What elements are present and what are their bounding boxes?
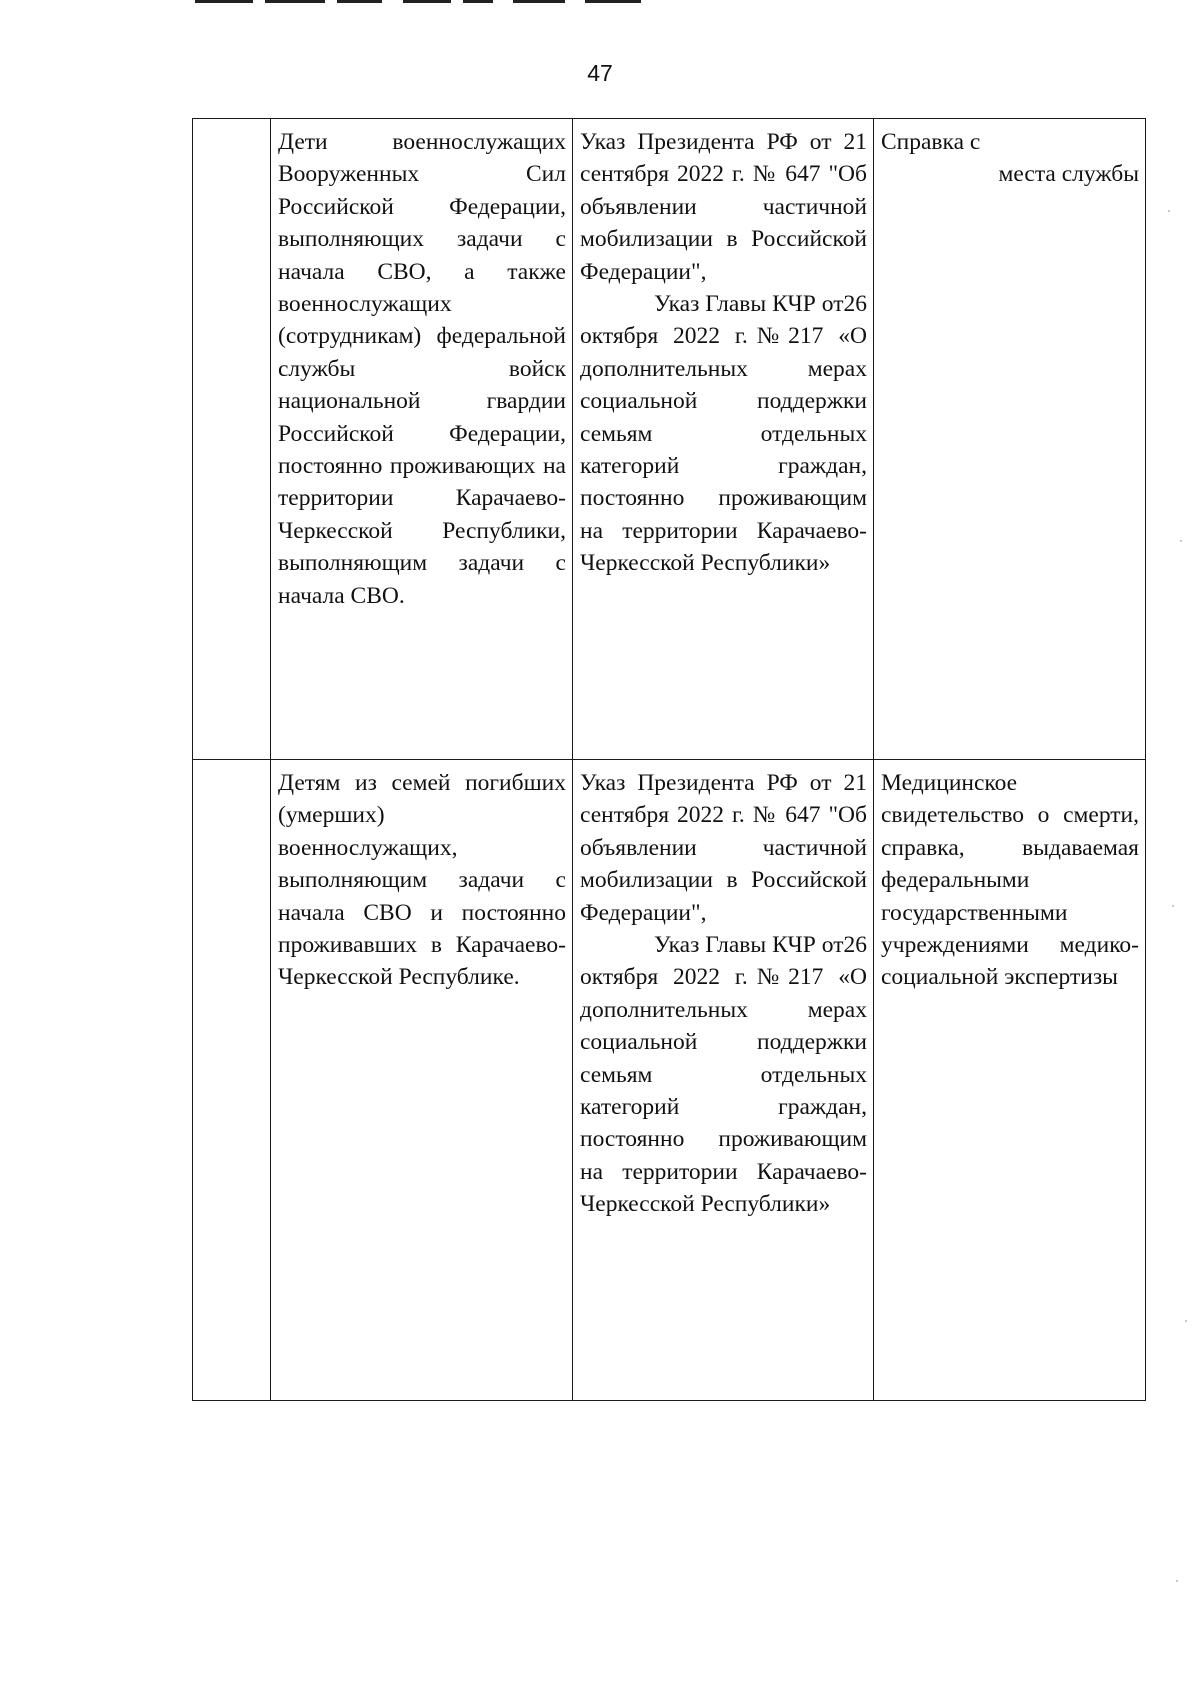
table-row	[193, 119, 1146, 760]
table-row	[193, 760, 1146, 1401]
document-text-line2: места службы	[998, 161, 1139, 188]
scan-speck	[1172, 905, 1174, 907]
category-cell	[271, 119, 573, 760]
document-cell	[874, 119, 1146, 760]
scan-speck	[1176, 1580, 1178, 1582]
row-number-cell	[193, 119, 271, 760]
legal-basis-cell	[573, 119, 874, 760]
document-text-line1: Справка с	[881, 129, 981, 155]
category-text: Дети военнослужащих Вооруженных Сил Российской Федерации, выполняющих задачи с начала СВО, а также военнослужащих (сотрудникам) федеральной службы войск национальной гвардии Российской Федерации, постоянно проживающих на территории Карачаево-Черкесской Республики, выполняющим задачи с начала СВО.	[278, 129, 566, 609]
category-text: Детям из семей погибших (умерших) военнослужащих, выполняющим задачи с начала СВО и постоянно проживавших в Карачаево-Черкесской Республике.	[278, 770, 566, 991]
category-cell	[271, 760, 573, 1401]
page-number: 47	[587, 60, 613, 86]
benefits-table	[192, 118, 1146, 1401]
legal-basis-decree-head: Указ Главы КЧР от26 октября 2022 г.№217 «О дополнительных мерах социальной поддержки семьям отдельных категорий граждан, постоянно проживающим на территории Карачаево-Черкесской Республики»	[580, 291, 867, 577]
legal-basis-decree-head: Указ Главы КЧР от26 октября 2022 г.№217 «О дополнительных мерах социальной поддержки семьям отдельных категорий граждан, постоянно проживающим на территории Карачаево-Черкесской Республики»	[580, 932, 867, 1218]
legal-basis-decree-president: Указ Президента РФ от 21 сентября 2022 г. № 647 "Об объявлении частичной мобилизации в Российской Федерации",	[580, 770, 867, 926]
document-text: Медицинское свидетельство о смерти, справка, выдаваемая федеральными государственными учреждениями медико-социальной экспертизы	[881, 770, 1139, 991]
legal-basis-cell	[573, 760, 874, 1401]
scan-speck	[1185, 1320, 1187, 1322]
document-cell	[874, 760, 1146, 1401]
legal-basis-decree-president: Указ Президента РФ от 21 сентября 2022 г. № 647 "Об объявлении частичной мобилизации в Российской Федерации",	[580, 129, 867, 285]
row-number-cell	[193, 760, 271, 1401]
scan-speck	[1168, 210, 1170, 212]
scan-speck	[1180, 540, 1182, 542]
top-edge-marks	[195, 0, 795, 4]
